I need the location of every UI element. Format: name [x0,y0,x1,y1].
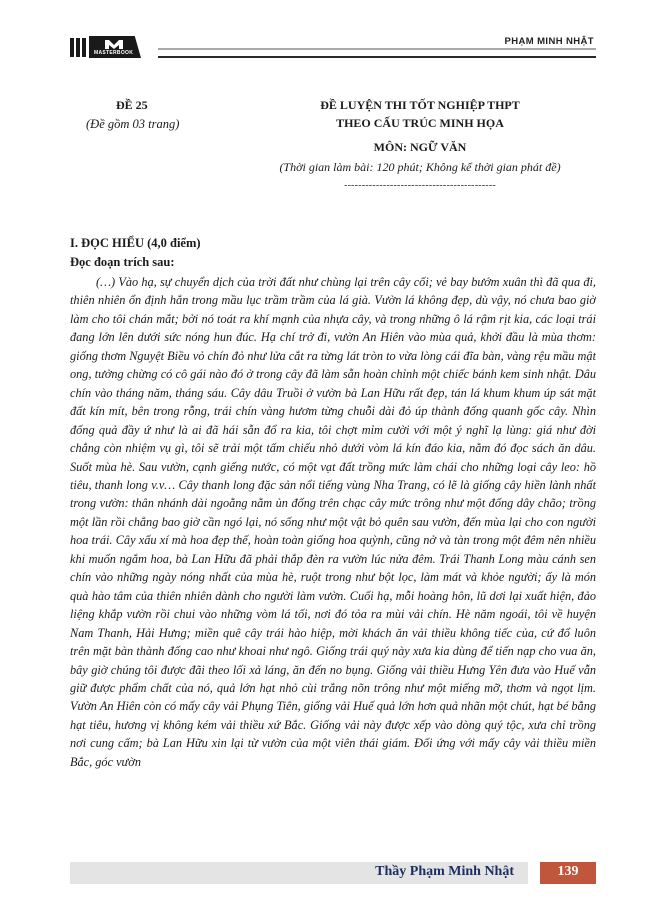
page-footer [70,862,596,884]
exam-pages-note: (Đề gồm 03 trang) [86,117,180,131]
book-m-icon [103,37,125,51]
logo-stripe [76,38,80,57]
reading-prompt: Đọc đoạn trích sau: [70,255,175,269]
masterbook-logo [70,36,162,58]
exam-title-line2: THEO CẤU TRÚC MINH HỌA [336,116,504,130]
exam-number: ĐỀ 25 [116,98,148,112]
header-rule [158,56,596,58]
exam-title-line1: ĐỀ LUYỆN THI TỐT NGHIỆP THPT [320,98,520,112]
logo-brand-text: MASTERBOOK [94,50,134,56]
title-separator: ------------------------------------------- [344,180,496,191]
exam-time-note: (Thời gian làm bài: 120 phút; Không kể thời gian phát đề) [279,160,561,174]
section-heading: I. ĐỌC HIỂU (4,0 điểm) [70,236,201,250]
header-rule [158,48,596,50]
header-author: PHẠM MINH NHẬT [504,36,594,47]
logo-stripe [70,38,74,57]
page-header [70,36,596,58]
logo-stripe [82,38,86,57]
reading-passage: (…) Vào hạ, sự chuyển dịch của trời đất như chùng lại trên cây cối; vẻ bay bướm xuân thì đã qua đi, thiên nhiên ổn định hẳn trong mầu lục trầm trầm của lá già. Vườn lá không đẹp, dù vậy, nó chưa bao giờ làm cho tôi chán mắt; bởi nó toát ra khí mạnh của nhựa cây, và trong những ô lá rậm rịt kia, các loại trái đang lớn lên dưới sức nóng hun đúc. Hạ chí trở đi, vườn An Hiên vào mùa quả, khởi đầu là mùa thơm: giống thơm Nguyệt Biều vỏ chín đỏ như lửa cắt ra từng lát tròn to vừa lòng cái đĩa bàn, vàng rệu mầu mật ong, tưởng chừng có cô gái nào đó ở trong cây đã làm sẵn hoàn chỉnh một chiếc bánh kem sinh nhật. Dâu chín vào tháng năm, tháng sáu. Cây dâu Truồi ở vườn bà Lan Hữu rất đẹp, tán lá khum khum úp sát mặt đất kín mít, bên trong rỗng, trái chín vàng hươm từng chuỗi dài đỏ úp thành đống quanh gốc cây. Nhìn đống quả đầy ứ như là ai đã hái sẵn đổ ra kia, tôi chợt mỉm cười với một ý nghĩ lạ lùng: giá như đời chẳng còn nhiệm vụ gì, tôi sẽ trải một tấm chiếu nhỏ dưới vòm lá kín đáo kia, nằm đó đọc sách ăn dâu. Suốt mùa hè. Sau vườn, cạnh giếng nước, có một vạt đất trồng mức làm chái cho những loại cây leo: hồ tiêu, thanh long v.v… Cây thanh long đặc sản nổi tiếng vùng Nha Trang, có lẽ là giống cây hiền lành nhất trong vườn: thân nhánh dài ngoằng nằm ủn đống trên chạc cây mức trông như một đống dây chão; trồng một lần rồi chẳng bao giờ cần ngó lại, nó sống như một vật bỏ quên sau vườn, đến mùa lại cho con người hoa trái. Cây xấu xí mà hoa đẹp thế, hoàn toàn giống hoa quỳnh, cũng nở và tàn trong một đêm nên nhiều khi muốn ngắm hoa, bà Lan Hữu đã phải thắp đèn ra vườn lúc nửa đêm. Trái Thanh Long màu cánh sen chín vào những ngày nóng nhất của mùa hè, ruột trong như bột lọc, làm mát và khỏe người; ấy là món quà hào tâm của thiên nhiên dành cho người làm vườn. Cuối hạ, mỗi hoàng hôn, lũ dơi lại xuất hiện, đảo liệng khắp vườn rồi chui vào những vòm lá tối, nơi đó tỏa ra mùi vải chín. Hè năm ngoái, tôi về huyện Nam Thanh, Hải Hưng; miền quê cây trái hào hiệp, mời khách ăn vải thiều không tiếc của, cứ đổ luôn trên mặt bàn thành đống cao như khoai như ngô. Giống trái quý này xưa kia dùng để tiến nạp cho vua ăn, bây giờ chúng tôi được đãi theo lối xả láng, ăn đến no bụng. Giống vải thiều Hưng Yên đưa vào Huế vẫn giữ được phẩm chất của nó, quả lớn hạt nhỏ cùi trắng nõn trông như một miếng mỡ, thơm và ngọt lịm. Vườn An Hiên còn có mấy cây vải Phụng Tiên, giống vải Huế quả lớn hơn quả nhãn một chút, hạt bé bằng hạt tiêu, hương vị không kém vải thiều xứ Bắc. Giống vải này được xếp vào dòng quý tộc, xưa chỉ trồng nơi cung cấm; bà Lan Hữu xin lại từ vườn của một viên thái giám. Đối ứng với mấy cây vải thiều miền Bắc, góc vườn [70,275,596,769]
footer-author: Thầy Phạm Minh Nhật [375,864,514,879]
exam-subject: MÔN: NGỮ VĂN [373,140,467,154]
page-number: 139 [557,864,579,879]
